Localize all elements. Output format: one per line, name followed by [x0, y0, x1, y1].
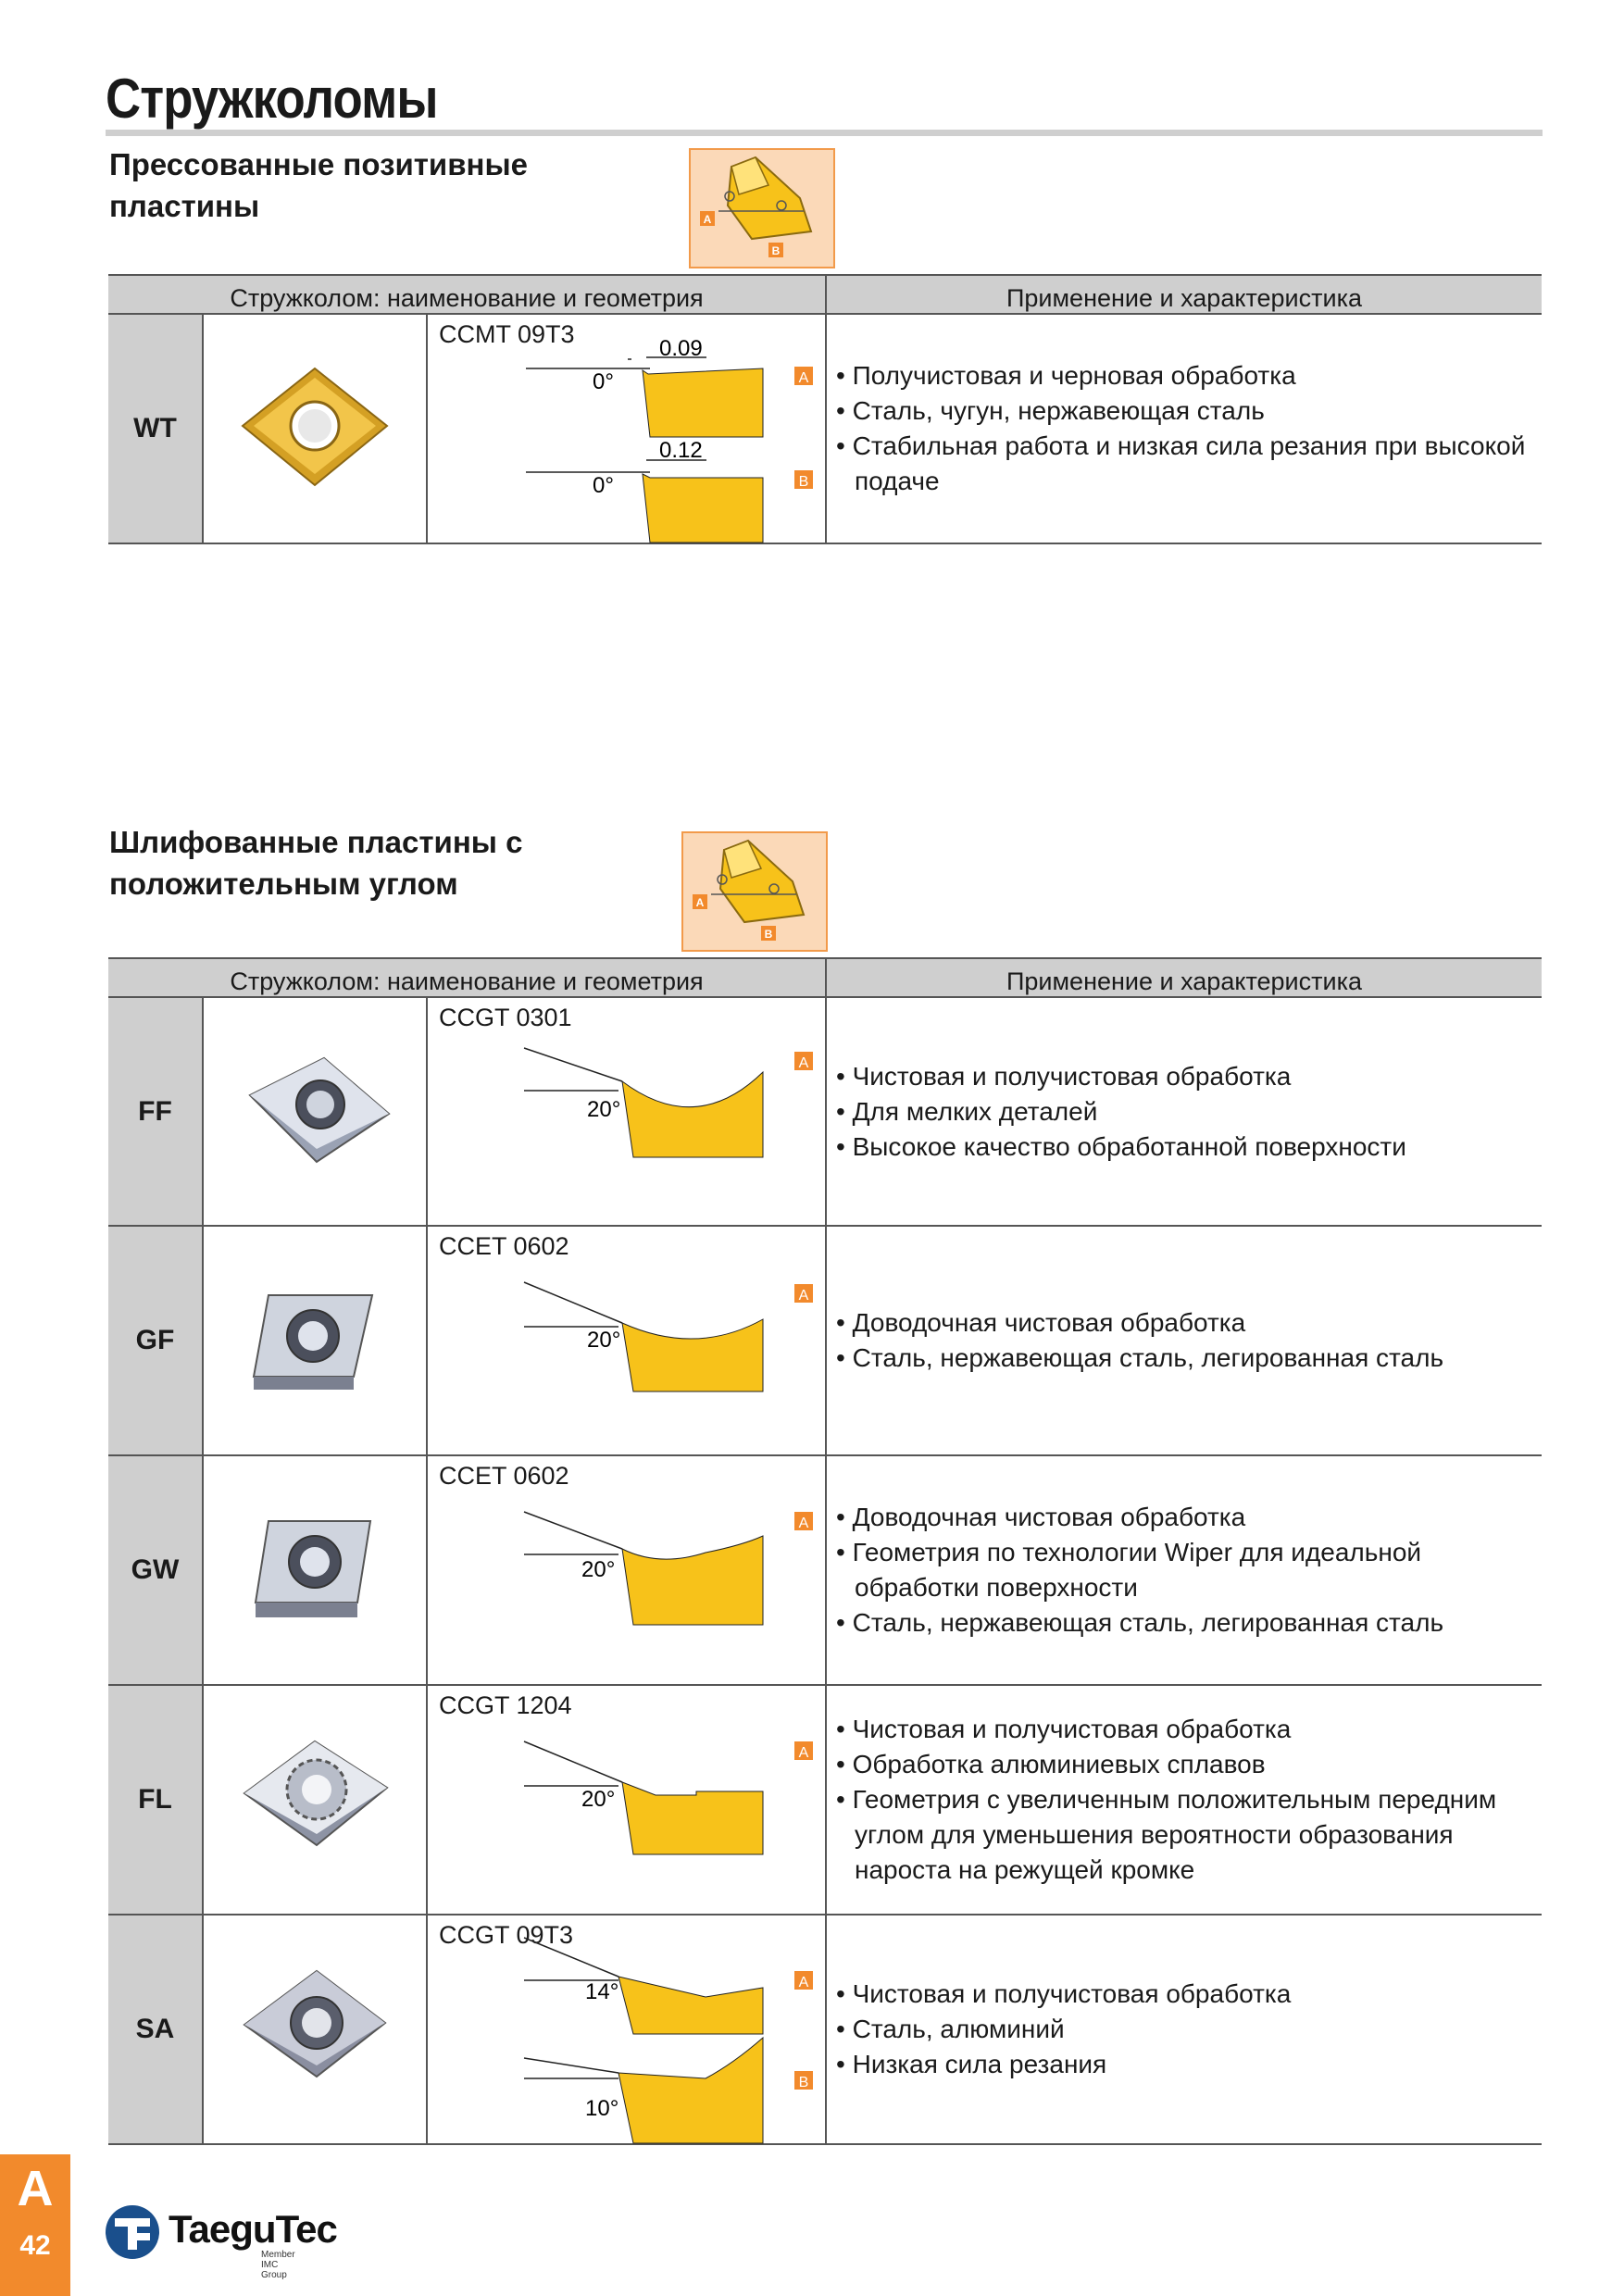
insert-type: CCMT 09T3: [439, 320, 575, 348]
feature-item: • Доводочная чистовая обработка: [836, 1305, 1542, 1341]
profile-land-b: 0.12: [659, 438, 703, 463]
brand-mark-icon: [104, 2203, 161, 2261]
feature-item: • Высокое качество обработанной поверхности: [836, 1129, 1542, 1165]
feature-item: • Низкая сила резания: [836, 2047, 1542, 2082]
page-title: Стружколомы: [106, 68, 438, 130]
chipbreaker-code: FF: [108, 997, 203, 1226]
icon-label-a: A: [703, 213, 712, 226]
application-cell: [826, 1915, 1542, 2144]
table-row: [108, 314, 1542, 543]
geometry-cell: [427, 314, 826, 543]
insert-type: CCET 0602: [439, 1232, 569, 1260]
feature-list: [836, 1712, 1542, 1888]
chipbreaker-code: GF: [108, 1226, 203, 1455]
section1-heading: [109, 144, 528, 227]
icon-label-b: B: [771, 244, 781, 257]
geometry-cell: [427, 1915, 826, 2144]
geometry-cell: [427, 1455, 826, 1685]
icon-label-b: B: [764, 928, 773, 941]
profile-angle-a: 14°: [585, 1979, 619, 2004]
profile-angle-a: 20°: [581, 1557, 616, 1582]
feature-item: • Обработка алюминиевых сплавов: [836, 1747, 1542, 1782]
feature-item: • Чистовая и получистовая обработка: [836, 1059, 1542, 1094]
profile-label-a: A: [798, 1055, 809, 1071]
insert-zones-icon: [681, 831, 828, 952]
profile-land-a: 0.09: [659, 336, 703, 361]
insert-image: [203, 997, 427, 1226]
profile-angle-a: 20°: [587, 1097, 621, 1122]
chipbreaker-code: GW: [108, 1455, 203, 1685]
feature-item: • Сталь, нержавеющая сталь, легированная сталь: [836, 1341, 1542, 1376]
chipbreaker-code: SA: [108, 1915, 203, 2144]
feature-list: [836, 1500, 1542, 1641]
section1-heading-line1: Прессованные позитивные: [109, 147, 528, 181]
profile-label-a: A: [798, 370, 809, 386]
feature-list: [836, 1305, 1542, 1376]
feature-item: • Чистовая и получистовая обработка: [836, 1977, 1542, 2012]
application-cell: [826, 1226, 1542, 1455]
feature-list: [836, 1977, 1542, 2082]
insert-zones-icon: [689, 148, 835, 268]
section-tab-letter: A: [17, 2161, 54, 2216]
application-cell: [826, 1455, 1542, 1685]
profile-label-a: A: [798, 1745, 809, 1761]
icon-label-a: A: [695, 896, 705, 909]
insert-type: CCGT 1204: [439, 1691, 572, 1719]
profile-angle-a: 0°: [593, 369, 614, 394]
feature-item: • Сталь, чугун, нержавеющая сталь: [836, 393, 1542, 429]
table-row: [108, 1685, 1542, 1915]
feature-item: • Сталь, алюминий: [836, 2012, 1542, 2047]
chipbreaker-code: FL: [108, 1685, 203, 1915]
brand-logo: [104, 2203, 337, 2280]
title-divider: [106, 130, 1543, 136]
geometry-cell: [427, 997, 826, 1226]
brand-subtitle: Member IMC Group: [261, 2250, 295, 2280]
page-number: 42: [19, 2230, 51, 2261]
brand-name: TaeguTec: [169, 2207, 337, 2251]
application-cell: [826, 1685, 1542, 1915]
section2-heading: [109, 821, 522, 905]
section1-table: [108, 274, 1542, 544]
col-header-application: Применение и характеристика: [826, 275, 1542, 314]
profile-label-a: A: [798, 1288, 809, 1304]
profile-label-b: B: [798, 474, 809, 490]
profile-angle-b: 10°: [585, 2096, 619, 2121]
geometry-cell: [427, 1685, 826, 1915]
feature-item: • Сталь, нержавеющая сталь, легированная сталь: [836, 1605, 1542, 1641]
profile-angle-a: 20°: [587, 1328, 621, 1353]
section2-heading-line2: положительным углом: [109, 867, 458, 901]
insert-type: CCGT 0301: [439, 1004, 572, 1031]
insert-image: [203, 1455, 427, 1685]
col-header-geometry: Стружколом: наименование и геометрия: [108, 958, 826, 997]
insert-image: [203, 314, 427, 543]
chipbreaker-code: WT: [108, 314, 203, 543]
feature-list: [836, 1059, 1542, 1165]
feature-item: • Стабильная работа и низкая сила резания при высокой подаче: [836, 429, 1542, 499]
feature-item: • Для мелких деталей: [836, 1094, 1542, 1129]
col-header-geometry: Стружколом: наименование и геометрия: [108, 275, 826, 314]
insert-image: [203, 1685, 427, 1915]
insert-image: [203, 1915, 427, 2144]
col-header-application: Применение и характеристика: [826, 958, 1542, 997]
feature-item: • Чистовая и получистовая обработка: [836, 1712, 1542, 1747]
profile-label-b: B: [798, 2075, 809, 2090]
section2-table: [108, 957, 1542, 2145]
feature-item: • Доводочная чистовая обработка: [836, 1500, 1542, 1535]
feature-list: [836, 358, 1542, 499]
feature-item: • Геометрия с увеличенным положительным передним углом для уменьшения вероятности образования нароста на режущей кромке: [836, 1782, 1542, 1888]
section-tab: [0, 2154, 70, 2296]
table-row: [108, 997, 1542, 1226]
profile-angle-a: 20°: [581, 1787, 616, 1812]
profile-label-a: A: [798, 1975, 809, 1990]
insert-type: CCET 0602: [439, 1462, 569, 1490]
section1-heading-line2: пластины: [109, 189, 260, 223]
geometry-cell: [427, 1226, 826, 1455]
insert-type: CCGT 09T3: [439, 1921, 574, 1949]
profile-angle-b: 0°: [593, 473, 614, 498]
section2-heading-line1: Шлифованные пластины с: [109, 825, 523, 859]
feature-item: • Геометрия по технологии Wiper для идеальной обработки поверхности: [836, 1535, 1542, 1605]
application-cell: [826, 314, 1542, 543]
profile-label-a: A: [798, 1516, 809, 1531]
feature-item: • Получистовая и черновая обработка: [836, 358, 1542, 393]
table-row: [108, 1455, 1542, 1685]
table-row: [108, 1915, 1542, 2144]
table-row: [108, 1226, 1542, 1455]
insert-image: [203, 1226, 427, 1455]
application-cell: [826, 997, 1542, 1226]
